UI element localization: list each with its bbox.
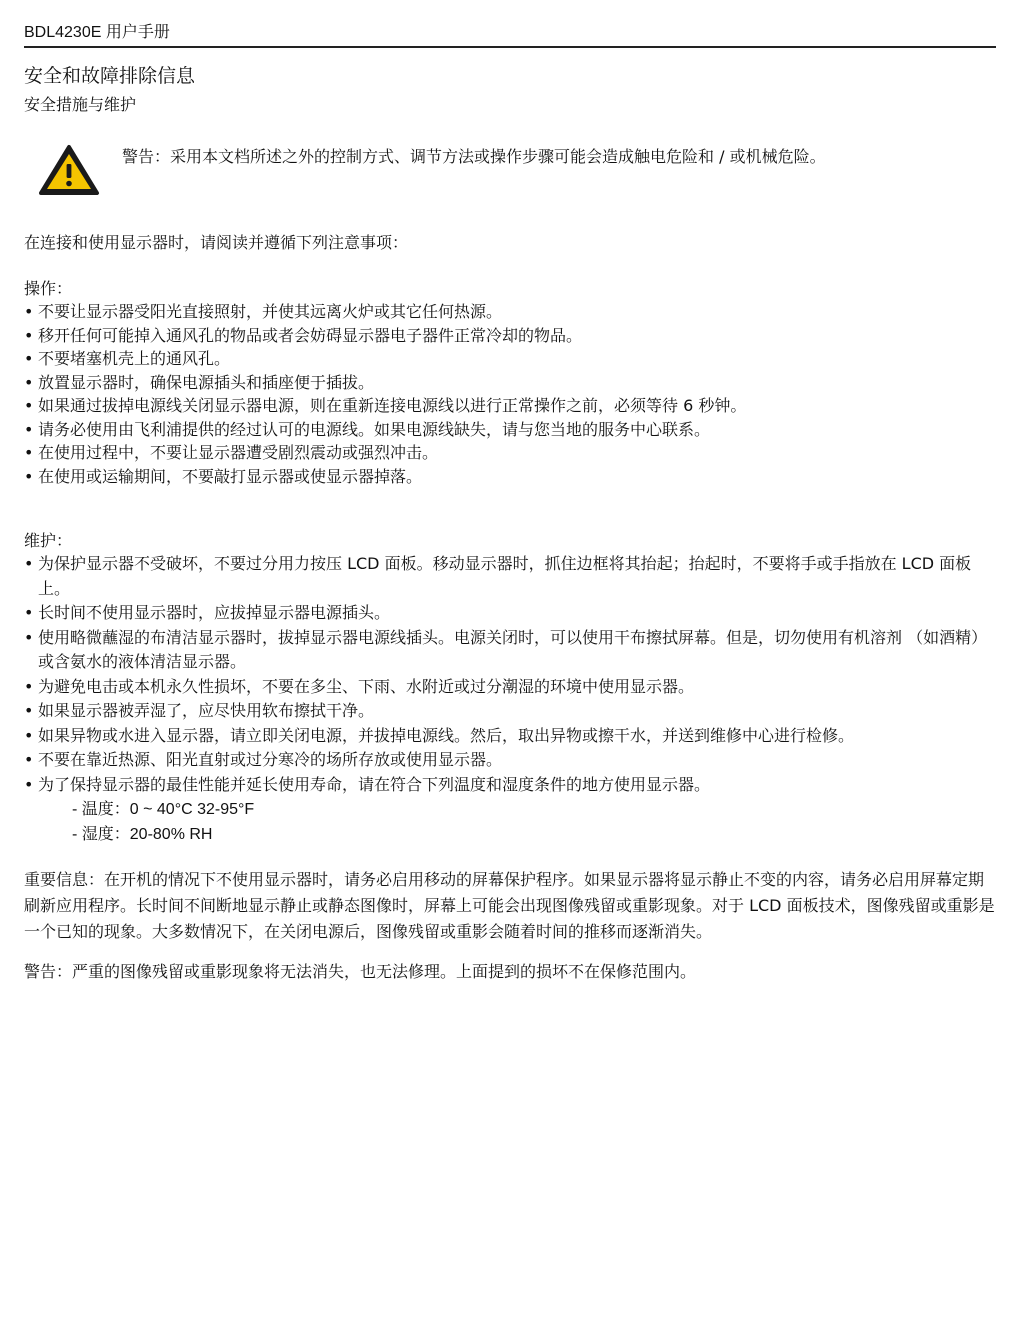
- list-item: • 放置显示器时，确保电源插头和插座便于插拔。: [24, 371, 996, 395]
- operating-conditions: [72, 797, 996, 847]
- temperature-condition: - 温度：0 ~ 40°C 32-95°F: [72, 801, 255, 818]
- list-item: • 请务必使用由飞利浦提供的经过认可的电源线。如果电源线缺失，请与您当地的服务中心联系。: [24, 418, 996, 442]
- document-header: BDL4230E 用户手册: [24, 22, 996, 48]
- list-item: • 在使用过程中，不要让显示器遭受剧烈震动或强烈冲击。: [24, 441, 996, 465]
- list-item: • 如果异物或水进入显示器，请立即关闭电源，并拔掉电源线。然后，取出异物或擦干水，并送到维修中心进行检修。: [24, 724, 996, 749]
- list-item: • 在使用或运输期间，不要敲打显示器或使显示器掉落。: [24, 465, 996, 489]
- list-item: • 为保护显示器不受破坏，不要过分用力按压 LCD 面板。移动显示器时，抓住边框将其抬起；抬起时，不要将手或手指放在 LCD 面板上。: [24, 552, 996, 601]
- list-item: • 使用略微蘸湿的布清洁显示器时，拔掉显示器电源线插头。电源关闭时，可以使用干布擦拭屏幕。但是，切勿使用有机溶剂 （如酒精）或含氨水的液体清洁显示器。: [24, 626, 996, 675]
- warning-triangle-icon: [38, 144, 100, 196]
- operation-list: [24, 300, 996, 488]
- humidity-condition: - 湿度：20-80% RH: [72, 826, 213, 843]
- list-item: • 为了保持显示器的最佳性能并延长使用寿命，请在符合下列温度和湿度条件的地方使用显示器。: [24, 773, 996, 798]
- page-title: 安全和故障排除信息: [24, 65, 196, 87]
- intro-text: 在连接和使用显示器时，请阅读并遵循下列注意事项：: [24, 233, 409, 252]
- list-item: • 如果通过拔掉电源线关闭显示器电源，则在重新连接电源线以进行正常操作之前，必须等待 6 秒钟。: [24, 394, 996, 418]
- list-item: • 不要在靠近热源、阳光直射或过分寒冷的场所存放或使用显示器。: [24, 748, 996, 773]
- final-warning: 警告：严重的图像残留或重影现象将无法消失，也无法修理。上面提到的损坏不在保修范围内。: [24, 962, 697, 981]
- list-item: • 为避免电击或本机永久性损坏，不要在多尘、下雨、水附近或过分潮湿的环境中使用显示器。: [24, 675, 996, 700]
- list-item: • 不要让显示器受阳光直接照射，并使其远离火炉或其它任何热源。: [24, 300, 996, 324]
- maintenance-list: [24, 552, 996, 797]
- list-item: • 如果显示器被弄湿了，应尽快用软布擦拭干净。: [24, 699, 996, 724]
- maintenance-heading: 维护：: [24, 531, 73, 550]
- warning-text: 警告：采用本文档所述之外的控制方式、调节方法或操作步骤可能会造成触电危险和 / 或机械危险。: [122, 147, 826, 166]
- list-item: • 长时间不使用显示器时，应拔掉显示器电源插头。: [24, 601, 996, 626]
- operation-heading: 操作：: [24, 279, 73, 298]
- page-subtitle: 安全措施与维护: [24, 95, 137, 114]
- important-info: 重要信息：在开机的情况下不使用显示器时，请务必启用移动的屏幕保护程序。如果显示器将显示静止不变的内容，请务必启用屏幕定期刷新应用程序。长时间不间断地显示静止或静态图像时，屏幕上可能会出现图像残留或重影现象。对于 LCD 面板技术，图像残留或重影是一个已知的现象。大多数情况下，在关闭电源后，图像残留或重影会随着时间的推移而逐渐消失。: [24, 870, 995, 941]
- document-page: [24, 0, 996, 983]
- list-item: • 不要堵塞机壳上的通风孔。: [24, 347, 996, 371]
- list-item: • 移开任何可能掉入通风孔的物品或者会妨碍显示器电子器件正常冷却的物品。: [24, 324, 996, 348]
- warning-notice: [24, 144, 996, 204]
